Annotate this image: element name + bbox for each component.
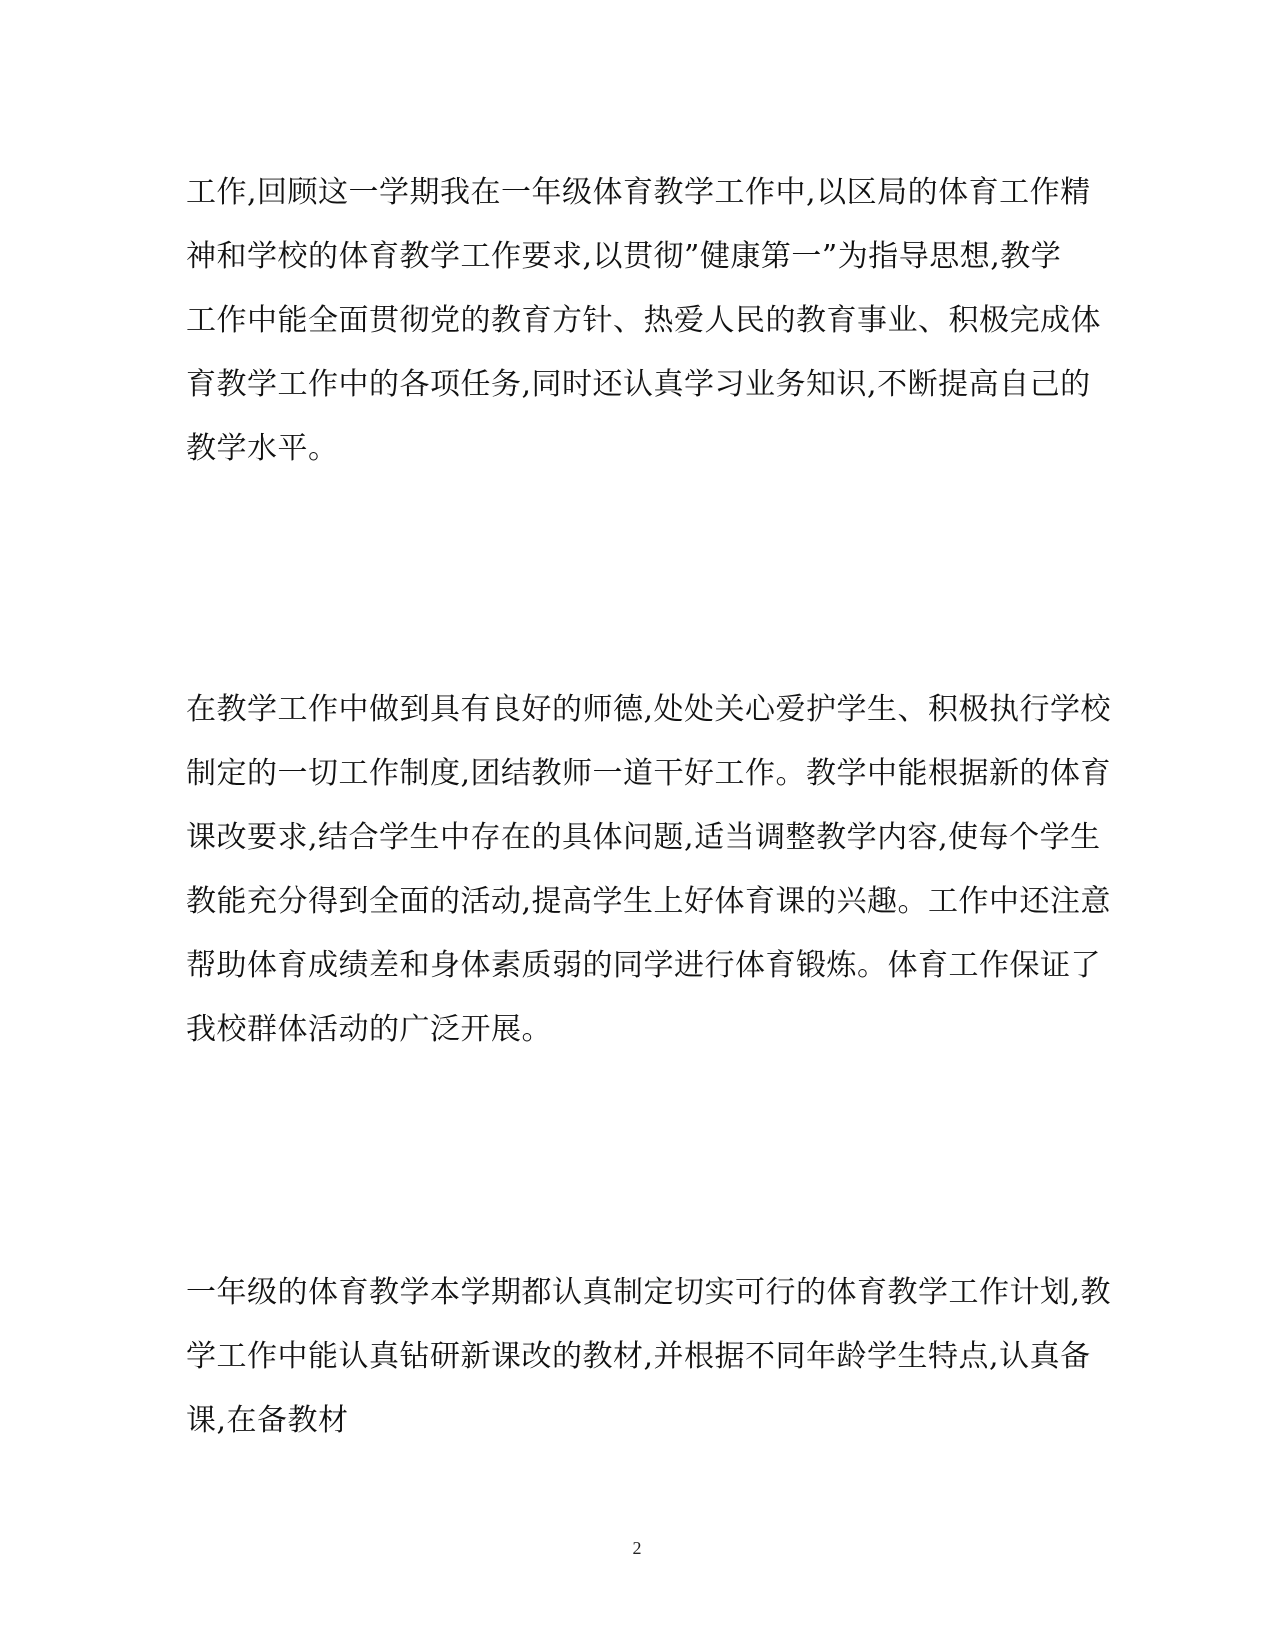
text-line: 教能充分得到全面的活动,提高学生上好体育课的兴趣。工作中还注意 bbox=[186, 884, 1112, 919]
text-line: 神和学校的体育教学工作要求,以贯彻”健康第一”为指导思想,教学 bbox=[186, 239, 1062, 274]
text-line: 一年级的体育教学本学期都认真制定切实可行的体育教学工作计划,教 bbox=[186, 1275, 1112, 1310]
paragraph-1 bbox=[186, 161, 1101, 481]
page-number: 2 bbox=[632, 1538, 642, 1558]
text-line: 育教学工作中的各项任务,同时还认真学习业务知识,不断提高自己的 bbox=[186, 367, 1091, 402]
text-line: 课,在备教材 bbox=[186, 1403, 349, 1438]
paragraph-2 bbox=[186, 678, 1112, 1062]
text-line: 帮助体育成绩差和身体素质弱的同学进行体育锻炼。体育工作保证了 bbox=[186, 948, 1101, 983]
text-line: 工作,回顾这一学期我在一年级体育教学工作中,以区局的体育工作精 bbox=[186, 175, 1091, 210]
text-line: 学工作中能认真钻研新课改的教材,并根据不同年龄学生特点,认真备 bbox=[186, 1339, 1091, 1374]
paragraph-3 bbox=[186, 1261, 1112, 1453]
text-line: 在教学工作中做到具有良好的师德,处处关心爱护学生、积极执行学校 bbox=[186, 692, 1112, 727]
text-line: 我校群体活动的广泛开展。 bbox=[186, 1012, 552, 1047]
text-line: 教学水平。 bbox=[186, 431, 339, 466]
text-line: 制定的一切工作制度,团结教师一道干好工作。教学中能根据新的体育 bbox=[186, 756, 1112, 791]
text-line: 工作中能全面贯彻党的教育方针、热爱人民的教育事业、积极完成体 bbox=[186, 303, 1101, 338]
text-line: 课改要求,结合学生中存在的具体问题,适当调整教学内容,使每个学生 bbox=[186, 820, 1101, 855]
